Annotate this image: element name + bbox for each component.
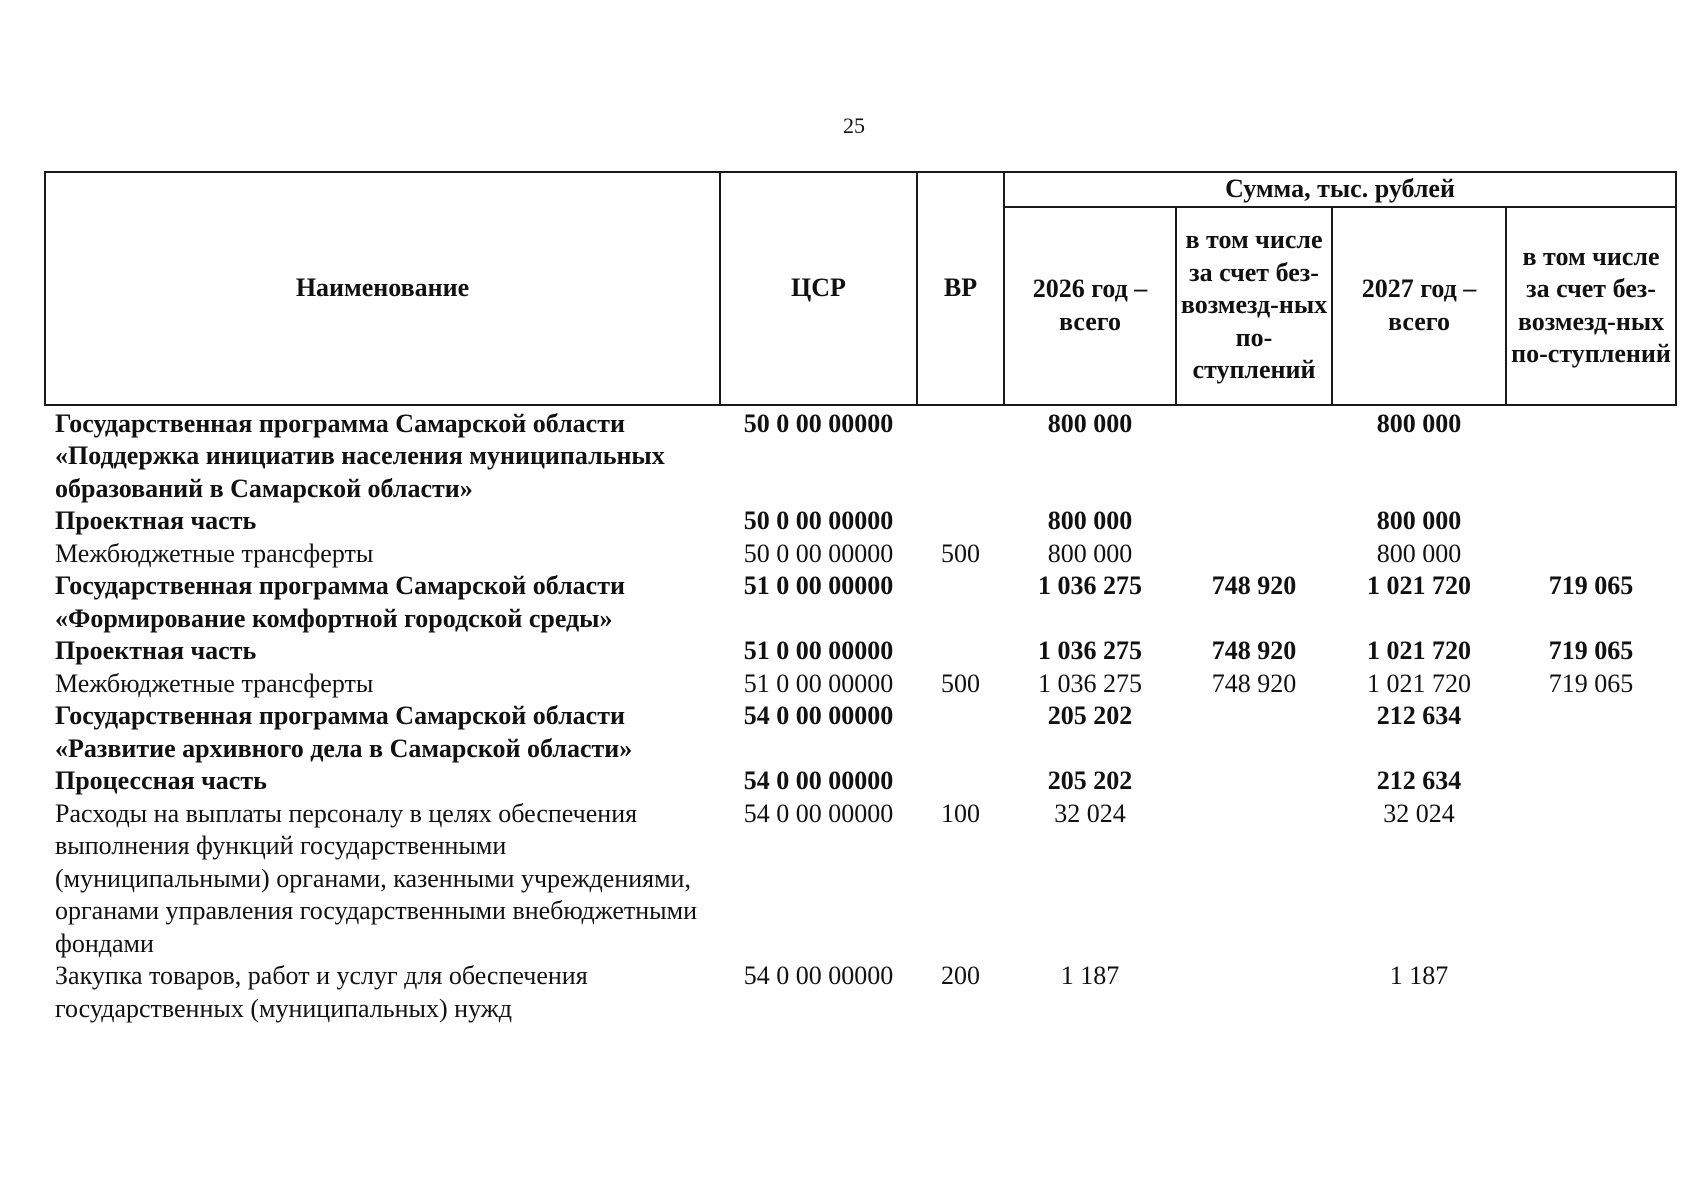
cell-2026-free <box>1176 960 1332 1025</box>
cell-2027-total: 32 024 <box>1383 798 1455 828</box>
cell-2027-total: 1 021 720 <box>1367 636 1471 665</box>
cell-2027-total: 212 634 <box>1376 701 1462 730</box>
cell-vr: 500 <box>941 668 980 698</box>
cell-2026-total: 205 202 <box>1047 701 1133 730</box>
cell-csr: 54 0 00 00000 <box>743 961 894 990</box>
cell-2027-total: 1 021 720 <box>1367 668 1471 698</box>
cell-name: Проектная часть <box>55 636 257 665</box>
cell-csr: 50 0 00 00000 <box>743 408 894 438</box>
cell-2026-total: 205 202 <box>1047 766 1133 795</box>
cell-name: Проектная часть <box>55 506 257 535</box>
table-row <box>45 765 1676 798</box>
table-row <box>45 960 1676 1025</box>
table-row <box>45 538 1676 571</box>
cell-vr: 100 <box>941 798 980 828</box>
cell-2027-free <box>1506 538 1676 571</box>
cell-vr: 500 <box>941 538 980 568</box>
cell-vr <box>917 505 1004 538</box>
cell-name: Государственная программа Самарской области «Развитие архивного дела в Самарской области» <box>55 701 633 763</box>
cell-2026-total: 800 000 <box>1047 408 1133 438</box>
cell-2026-total: 1 187 <box>1060 961 1120 990</box>
cell-csr: 50 0 00 00000 <box>743 506 894 535</box>
header-2026-free: в том числе за счет без-возмезд-ных по-ступлений <box>1176 207 1332 405</box>
table-row <box>45 668 1676 701</box>
cell-2027-free <box>1506 405 1676 506</box>
cell-2026-free <box>1176 538 1332 571</box>
cell-csr: 50 0 00 00000 <box>743 538 894 568</box>
cell-csr: 51 0 00 00000 <box>743 668 894 698</box>
cell-2026-free <box>1176 405 1332 506</box>
cell-2027-free <box>1506 798 1676 961</box>
cell-vr: 200 <box>941 961 980 990</box>
cell-name: Государственная программа Самарской области «Поддержка инициатив населения муниципальных образований в Самарской области» <box>55 408 665 503</box>
table-row <box>45 798 1676 961</box>
cell-name: Процессная часть <box>55 766 267 795</box>
header-name: Наименование <box>45 172 720 405</box>
cell-name: Расходы на выплаты персоналу в целях обеспечения выполнения функций государственными (муниципальными) органами, казенными учреждениями, органами управления государственными внебюджетными фондами <box>55 798 698 958</box>
cell-vr <box>917 765 1004 798</box>
cell-2027-free: 719 065 <box>1548 636 1634 665</box>
table-row <box>45 570 1676 635</box>
budget-table <box>44 171 1677 1025</box>
cell-2026-total: 800 000 <box>1047 506 1133 535</box>
cell-2027-free <box>1506 765 1676 798</box>
table-row <box>45 405 1676 506</box>
header-2026-total: 2026 год – всего <box>1004 207 1176 405</box>
cell-vr <box>917 635 1004 668</box>
cell-2026-total: 32 024 <box>1054 798 1126 828</box>
cell-2026-total: 800 000 <box>1047 538 1133 568</box>
table-row <box>45 505 1676 538</box>
cell-2026-total: 1 036 275 <box>1038 571 1142 600</box>
cell-2027-free: 719 065 <box>1548 571 1634 600</box>
cell-2026-free: 748 920 <box>1211 636 1297 665</box>
header-csr: ЦСР <box>720 172 917 405</box>
cell-2027-total: 1 187 <box>1389 961 1449 990</box>
header-vr: ВР <box>917 172 1004 405</box>
cell-2026-total: 1 036 275 <box>1038 636 1142 665</box>
header-2027-free: в том числе за счет без-возмезд-ных по-ступлений <box>1506 207 1676 405</box>
cell-name: Межбюджетные трансферты <box>55 538 374 568</box>
table-row <box>45 635 1676 668</box>
cell-2026-free <box>1176 798 1332 961</box>
cell-2027-total: 800 000 <box>1376 538 1462 568</box>
cell-2027-total: 800 000 <box>1376 408 1462 438</box>
cell-2026-free: 748 920 <box>1211 571 1297 600</box>
cell-2027-total: 800 000 <box>1376 506 1462 535</box>
cell-2026-free <box>1176 765 1332 798</box>
cell-vr <box>917 700 1004 765</box>
cell-2026-total: 1 036 275 <box>1038 668 1142 698</box>
header-2027-total: 2027 год – всего <box>1332 207 1506 405</box>
cell-csr: 51 0 00 00000 <box>743 571 894 600</box>
cell-csr: 54 0 00 00000 <box>743 701 894 730</box>
cell-2027-total: 1 021 720 <box>1367 571 1471 600</box>
table-body <box>45 405 1676 1026</box>
cell-2027-total: 212 634 <box>1376 766 1462 795</box>
cell-csr: 51 0 00 00000 <box>743 636 894 665</box>
cell-2026-free: 748 920 <box>1211 668 1297 698</box>
page-number: 25 <box>843 113 865 138</box>
cell-2027-free <box>1506 700 1676 765</box>
cell-2026-free <box>1176 700 1332 765</box>
cell-2027-free <box>1506 960 1676 1025</box>
cell-csr: 54 0 00 00000 <box>743 798 894 828</box>
table-header <box>45 172 1676 405</box>
cell-name: Межбюджетные трансферты <box>55 668 374 698</box>
cell-2027-free: 719 065 <box>1548 668 1634 698</box>
cell-2027-free <box>1506 505 1676 538</box>
cell-vr <box>917 405 1004 506</box>
header-sum-group: Сумма, тыс. рублей <box>1004 172 1676 207</box>
cell-2026-free <box>1176 505 1332 538</box>
table-row <box>45 700 1676 765</box>
cell-name: Закупка товаров, работ и услуг для обеспечения государственных (муниципальных) нужд <box>55 961 588 1023</box>
cell-vr <box>917 570 1004 635</box>
cell-csr: 54 0 00 00000 <box>743 766 894 795</box>
cell-name: Государственная программа Самарской области «Формирование комфортной городской среды» <box>55 571 625 633</box>
